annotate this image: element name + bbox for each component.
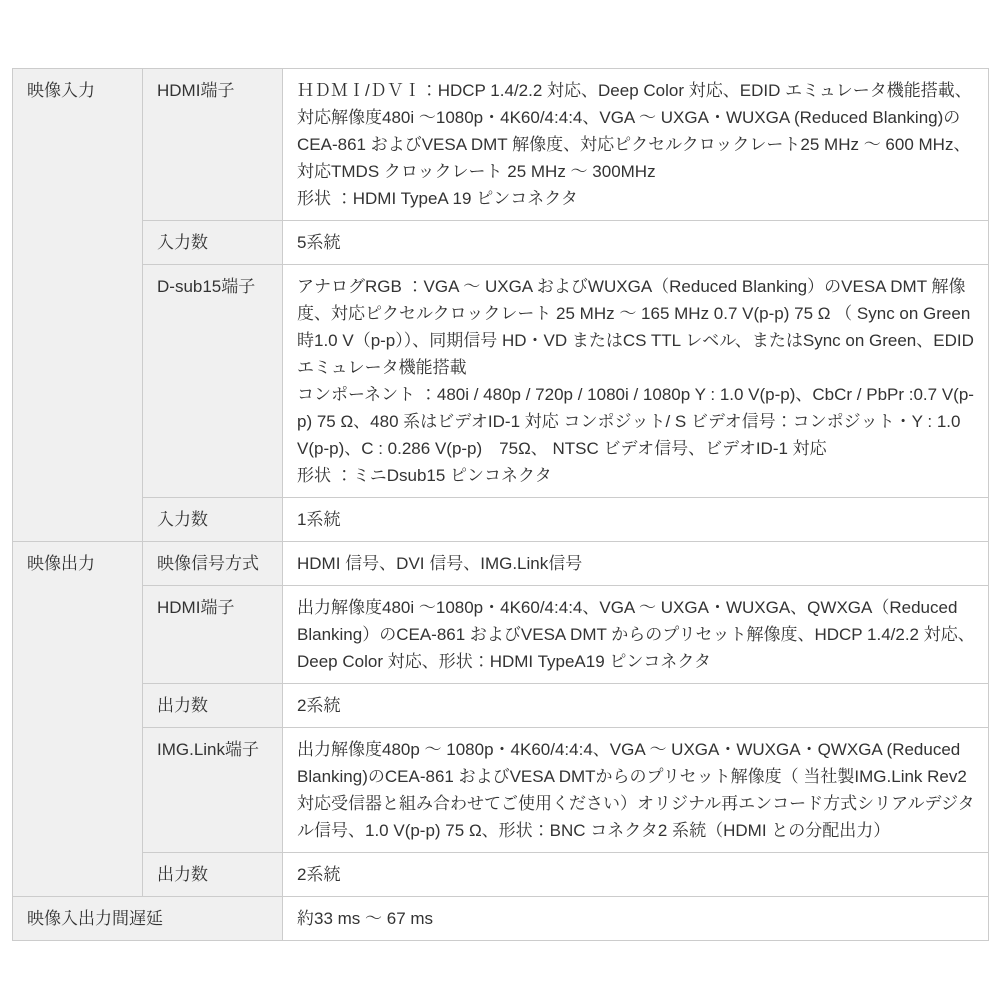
spec-table <box>12 68 989 941</box>
value-paragraph: 約33 ms ～ 67 ms <box>297 909 434 928</box>
row-value-cell <box>283 586 989 684</box>
row-label-cell-imglink <box>143 728 283 853</box>
table-row <box>13 853 989 897</box>
row-value-cell <box>283 542 989 586</box>
row-label: 出力数 <box>157 865 208 884</box>
row-value-cell <box>283 265 989 498</box>
table-row <box>13 897 989 941</box>
category-label: 映像入力 <box>27 81 95 100</box>
table-row <box>13 542 989 586</box>
row-label-cell-hdmi-output <box>143 586 283 684</box>
row-value-cell <box>283 221 989 265</box>
spec-table-container <box>12 68 988 941</box>
value-paragraph: 2系統 <box>297 865 341 884</box>
row-label: HDMI端子 <box>157 598 235 617</box>
value-paragraph: 2系統 <box>297 696 341 715</box>
row-label-cell-signal-format <box>143 542 283 586</box>
value-paragraph: 出力解像度480p ～ 1080p・4K60/4:4:4、VGA ～ UXGA・WUXGA・QWXGA (Reduced Blanking)のCEA-861 およびVESA DMTからのプリセット解像度（ 当社製IMG.Link Rev2 対応受信器と組み合わせてご使用ください）オリジナル再エンコード方式シリアルデジタル信号、1.0 V(p-p) 75 Ω、形状：BNC コネクタ2 系統（HDMI との分配出力） <box>297 740 975 840</box>
row-value-cell <box>283 69 989 221</box>
category-cell-video-output <box>13 542 143 897</box>
row-label: 映像信号方式 <box>157 554 259 573</box>
row-label-cell-input-count <box>143 221 283 265</box>
value-paragraph: 1系統 <box>297 510 341 529</box>
row-value-cell <box>283 684 989 728</box>
value-paragraph: 形状 ：HDMI TypeA 19 ピンコネクタ <box>297 189 578 208</box>
value-paragraph: ＨＤＭＩ/ＤＶＩ：HDCP 1.4/2.2 対応、Deep Color 対応、EDID エミュレータ機能搭載、対応解像度480i ～1080p・4K60/4:4:4、VGA ～ UXGA・WUXGA (Reduced Blanking)のCEA-861 およびVESA DMT 解像度、対応ピクセルクロックレート25 MHz ～ 600 MHz、対応TMDS クロックレート 25 MHz ～ 300MHz <box>297 81 972 181</box>
row-label: HDMI端子 <box>157 81 235 100</box>
row-value-cell <box>283 897 989 941</box>
table-row <box>13 728 989 853</box>
category-cell-video-input <box>13 69 143 542</box>
category-label: 映像出力 <box>27 554 95 573</box>
value-paragraph: 5系統 <box>297 233 341 252</box>
table-row <box>13 221 989 265</box>
value-paragraph: コンポーネント ：480i / 480p / 720p / 1080i / 1080p Y : 1.0 V(p-p)、CbCr / PbPr :0.7 V(p-p) 75 Ω、480 系はビデオID-1 対応 コンポジット/ S ビデオ信号：コンポジット・Y : 1.0 V(p-p)、C : 0.286 V(p-p) 75Ω、 NTSC ビデオ信号、ビデオID-1 対応 <box>297 385 974 458</box>
row-label: 出力数 <box>157 696 208 715</box>
value-paragraph: 出力解像度480i ～1080p・4K60/4:4:4、VGA ～ UXGA・WUXGA、QWXGA（Reduced Blanking）のCEA-861 およびVESA DMT からのプリセット解像度、HDCP 1.4/2.2 対応、Deep Color 対応、形状：HDMI TypeA19 ピンコネクタ <box>297 598 975 671</box>
value-paragraph: HDMI 信号、DVI 信号、IMG.Link信号 <box>297 554 583 573</box>
table-row <box>13 684 989 728</box>
row-value-cell <box>283 728 989 853</box>
table-row <box>13 265 989 498</box>
table-row <box>13 586 989 684</box>
row-label-cell-input-count <box>143 498 283 542</box>
row-label-cell-output-count <box>143 853 283 897</box>
value-paragraph: アナログRGB ：VGA ～ UXGA およびWUXGA（Reduced Blanking）のVESA DMT 解像度、対応ピクセルクロックレート 25 MHz ～ 165 MHz 0.7 V(p-p) 75 Ω （ Sync on Green 時1.0 V（p-p））、同期信号 HD・VD またはCS TTL レベル、またはSync on Green、EDIDエミュレータ機能搭載 <box>297 277 974 377</box>
row-label: 映像入出力間遅延 <box>27 909 163 928</box>
table-row <box>13 69 989 221</box>
row-label-cell-output-count <box>143 684 283 728</box>
row-value-cell <box>283 853 989 897</box>
row-label: IMG.Link端子 <box>157 740 260 759</box>
table-row <box>13 498 989 542</box>
row-label: 入力数 <box>157 233 208 252</box>
row-label: 入力数 <box>157 510 208 529</box>
row-label-cell-io-delay <box>13 897 283 941</box>
row-label-cell-hdmi-input <box>143 69 283 221</box>
value-paragraph: 形状 ：ミニDsub15 ピンコネクタ <box>297 466 552 485</box>
row-value-cell <box>283 498 989 542</box>
row-label-cell-dsub15 <box>143 265 283 498</box>
row-label: D-sub15端子 <box>157 277 256 296</box>
